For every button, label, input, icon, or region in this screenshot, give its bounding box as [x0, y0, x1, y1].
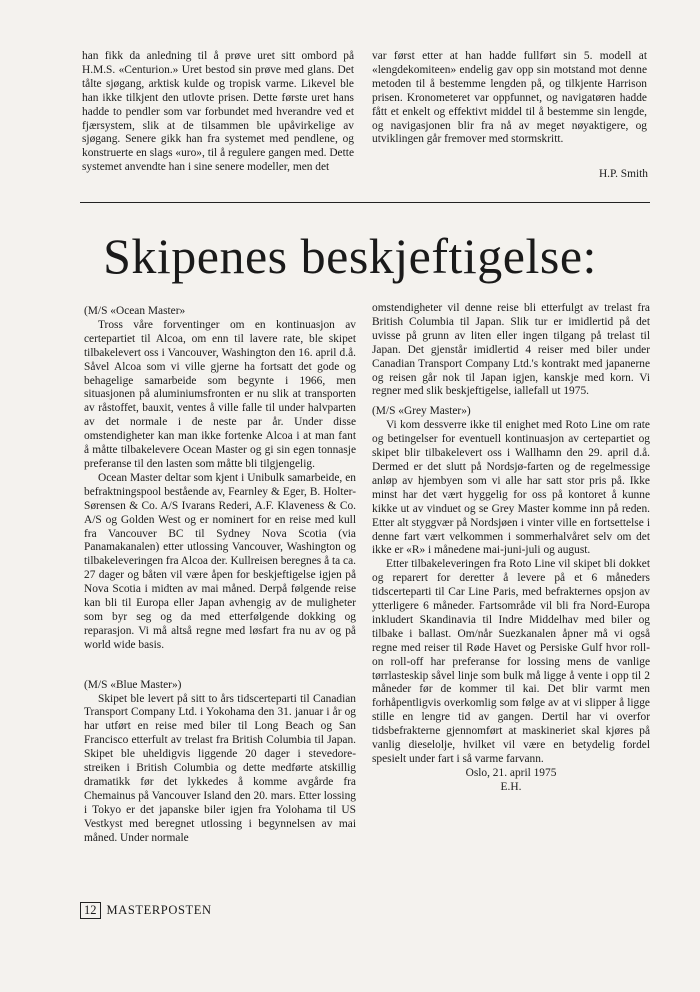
- dateline: Oslo, 21. april 1975: [465, 766, 557, 779]
- paragraph: Skipet ble levert på sitt to års tidscerteparti til Canadian Transport Company Ltd. i Yokohama den 31. januar i år og har utført en reise med biler til Long Beach og San Francisco etterfult av trelast fra British Columbia til Japan. Skipet ble uheldigvis liggende 20 dager i stevedore-streiken i British Columbia og dette medførte atskillig dramatikk før det lykkedes å komme avgårde fra Chemainus på Vancouver Island den 20. mars. Etter lossing i Tokyo er det japanske biler igjen fra Yolohama til US Vestkyst med beregnet utlossing i begynnelsen av mai måned. Under normale: [84, 692, 356, 844]
- page-headline: Skipenes beskjeftigelse:: [103, 228, 597, 284]
- spacer: [84, 653, 356, 679]
- ship-heading-grey-master: (M/S «Grey Master»): [372, 405, 471, 418]
- ship-heading-ocean-master: (M/S «Ocean Master»: [84, 305, 186, 317]
- publication-name: MASTERPOSTEN: [106, 903, 212, 917]
- right-column: [372, 302, 650, 795]
- page-footer: [80, 902, 212, 919]
- article-continuation-right: [372, 50, 647, 147]
- ship-heading-blue-master: (M/S «Blue Master»): [84, 678, 182, 691]
- paragraph: Ocean Master deltar som kjent i Unibulk samarbeide, en befraktningspool bestående av, Fearnley & Eger, B. Holter-Sørensen & Co. A/S Ivarans Rederi, A.F. Klaveness & Co. A/S og Golden West og er nominert for en reise med kull fra Vancouver BC til Sydney Nova Scotia (via Panamakanalen) etter utlossing Vancouver, Washington og tilbakeleveringen fra Alcoa der. Kullreisen beregnes å ta ca. 27 dager og båten vil være åpen for beskjeftigelse igjen på Nova Scotia i midten av mai måned. Derpå følgende reise kan bli til Europa eller Japan avhengig av de muligheter som byr seg og da med etterfølgende dokking og reparasjon. Vi må altså regne med løsfart fra nu av og på world wide basis.: [84, 471, 356, 651]
- left-column: [84, 305, 356, 846]
- paragraph: Vi kom dessverre ikke til enighet med Roto Line om rate og betingelser for eventuell kontinuasjon av certepartiet og skipet blir tilbakelevert oss i Wallhamn den 29. april d.å. Dermed er det slutt på Nordsjø-farten og de regelmessige anløp av hjembyen som vi alle har satt stor pris på. Ikke minst har det vært hyggelig for oss på kontoret å kunne kikke ut av vinduet og se Grey Master komme inn på reden. Etter alt styggvær på Nordsjøen i vinter ville en fortsettelse i denne fart vært velkommen i sommerhalvåret selv om det ikke er «R» i månedene mai-juni-juli og august.: [372, 419, 650, 557]
- paragraph: han fikk da anledning til å prøve uret sitt ombord på H.M.S. «Centurion.» Uret bestod sin prøve med glans. Det tålte sjøgang, arktisk kulde og tropisk varme. Likevel ble han ikke tilkjent den utlovte prisen. Dette første uret hans hadde to pendler som var forbundet med hverandre ved et fjærsystem, slik at de tilsammen ble upåvirkelige av sjøgang. Senere gikk han fra systemet med pendlene, og konstruerte en slags «uro», til å regulere gangen med. Dette systemet anvendte han i sine senere modeller, men det: [82, 50, 354, 174]
- page-number: 12: [80, 902, 101, 919]
- section-divider: [80, 202, 650, 203]
- paragraph: omstendigheter vil denne reise bli etterfulgt av trelast fra British Columbia til Japan. Slik tur er imidlertid på det uvisse på grunn av liten eller ingen tilgang på trelast til Japan. Det gjenstår imidlertid 4 reiser med biler under Canadian Transport Company Ltd.'s kontrakt med japanerne og reisen går nok til Japan igjen, kanskje med korn. Vi regner med slik beskjeftigelse, iallefall ut 1975.: [372, 302, 650, 398]
- author-signature: H.P. Smith: [598, 168, 648, 180]
- article-continuation-left: [82, 50, 354, 175]
- author-initials: E.H.: [500, 780, 522, 793]
- paragraph: Etter tilbakeleveringen fra Roto Line vil skipet bli dokket og reparert for deretter å levere på et 6 måneders tidscerteparti til Car Line Paris, med befrakternes opsjon av ytterligere 6 måneder. Fartsområde vil bli fra Nord-Europa inkludert Skandinavia til Indre Middelhav med biler og tilbake i ballast. Om/når Suezkanalen åpner må vi også regne med reiser til Røde Havet og Persiske Gulf hvor roll-on roll-off har preferanse for lossing mens de vanlige tørrlasteskip såvel linje som bulk må ligge å vente i opp til 2 måneder før de kommer til kai. Det blir varmt men forhåpentligvis overkomlig som følge av at vi slipper å ligge stille en lengre tid av gangen. Dertil har vi overfor tidsbefrakterne gjennomført at maskineriet skal kjøres på vanlig dieselolje, hvilket vil være en betydelig fordel spesielt under fart i så varme farvann.: [372, 558, 650, 765]
- paragraph: Tross våre forventinger om en kontinuasjon av certepartiet til Alcoa, om enn til lavere rate, ble skipet tilbakelevert oss i Vancouver, Washington den 16. april d.å. Såvel Alcoa som vi ville gjerne ha fortsatt det gode og behagelige samarbeide som begynte i 1966, men situasjonen på aluminiumsfronten er nu slik at transporten av råstoffet, bauxit, ventes å ville falle til under halvparten av det normale i de neste par år. Under disse omstendigheter kan man ikke fortenke Alcoa i at man fant å måtte tilbakelevere Ocean Master og gi sin egen tonnasje preferanse til den lasten som måtte bli tilgjengelig.: [84, 318, 356, 470]
- paragraph: var først etter at han hadde fullført sin 5. modell at «lengdekomiteen» endelig gav opp sin motstand mot denne metoden til å bestemme lengden på, og tilkjente Harrison prisen. Kronometeret var oppfunnet, og navigatøren hadde fått et enkelt og effektivt middel til å bestemme sin lengde, og navigasjonen blir fra nå av meget nøyaktigere, og utviklingen går fremover med stormskritt.: [372, 50, 647, 146]
